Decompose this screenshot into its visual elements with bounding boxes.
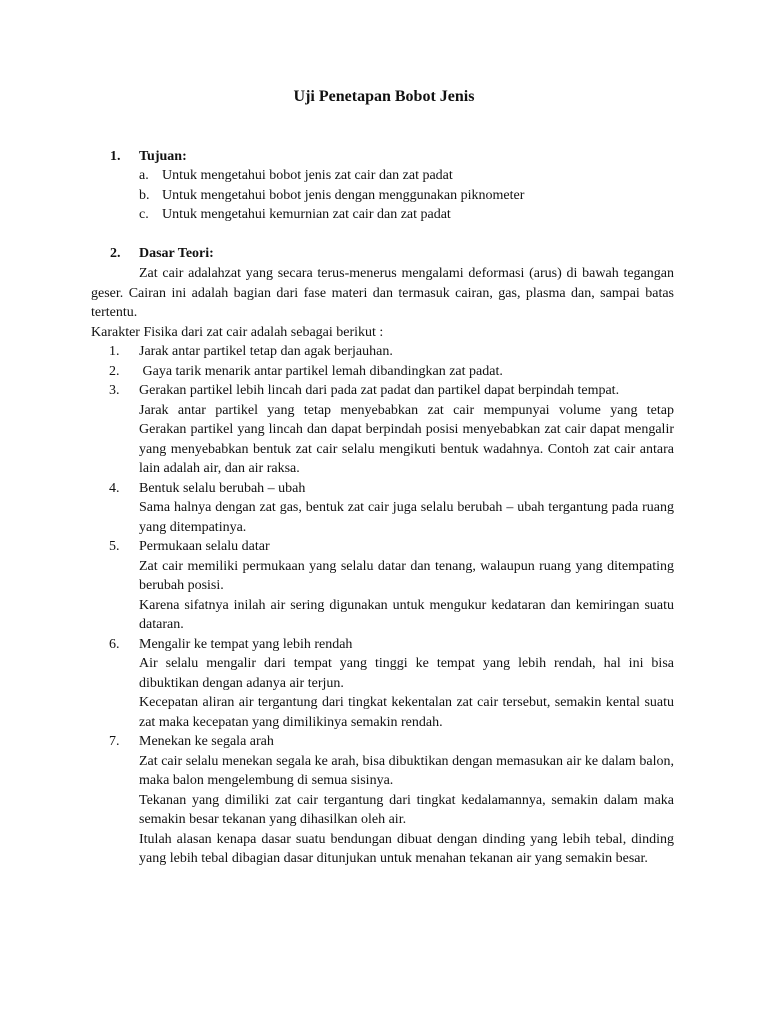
list-item-text: Jarak antar partikel tetap dan agak berjauhan. [139, 344, 393, 359]
list-item [91, 342, 674, 362]
properties-list [91, 342, 674, 869]
list-item [91, 635, 674, 733]
list-item [91, 732, 674, 869]
list-item-heading: Bentuk selalu berubah – ubah [139, 480, 306, 496]
list-item-text: Karena sifatnya inilah air sering digunakan untuk mengukur kedataran dan kemiringan suatu dataran. [139, 597, 674, 632]
section-title: Tujuan: [139, 149, 187, 164]
section-dasar-teori-heading [0, 244, 768, 263]
list-marker: 2. [109, 363, 120, 379]
list-item [91, 362, 674, 382]
list-marker: 5. [109, 539, 120, 554]
list-item-text: Zat cair selalu menekan segala ke arah, bisa dibuktikan dengan memasukan air ke dalam balon, maka balon mengelembung di semua sisinya. [139, 753, 674, 788]
list-marker: c. [139, 207, 149, 222]
list-marker: 4. [109, 480, 120, 496]
list-item-text: Itulah alasan kenapa dasar suatu bendungan dibuat dengan dinding yang lebih tebal, dinding yang lebih tebal dibagian dasar ditunjukan untuk menahan tekanan air yang semakin besar. [139, 831, 674, 866]
list-marker: a. [139, 168, 149, 183]
list-item-heading: Mengalir ke tempat yang lebih rendah [139, 636, 353, 652]
list-item-text: Sama halnya dengan zat gas, bentuk zat cair juga selalu berubah – ubah tergantung pada ruang yang ditempatinya. [139, 500, 674, 535]
list-item-text: Kecepatan aliran air tergantung dari tingkat kekentalan zat cair tersebut, semakin kental suatu zat maka kecepatan yang dimilikinya semakin rendah. [139, 695, 674, 730]
list-item-text: Untuk mengetahui bobot jenis dengan menggunakan piknometer [162, 187, 525, 203]
list-item-heading: Permukaan selalu datar [139, 539, 270, 554]
list-item [91, 381, 674, 479]
intro-paragraph: Zat cair adalahzat yang secara terus-menerus mengalami deformasi (arus) di bawah tegangan geser. Cairan ini adalah bagian dari fase materi dan termasuk cairan, gas, plasma dan, sampai batas tertentu. [91, 266, 674, 320]
list-marker: 7. [109, 734, 120, 749]
list-marker: 3. [109, 383, 120, 398]
lead-sentence: Karakter Fisika dari zat cair adalah sebagai berikut : [91, 324, 384, 340]
list-item [139, 205, 699, 225]
list-item-heading: Menekan ke segala arah [139, 734, 274, 749]
list-marker: 1. [109, 344, 120, 359]
list-item-text: Tekanan yang dimiliki zat cair tergantung dari tingkat kedalamannya, semakin dalam maka semakin besar tekanan yang dihasilkan oleh air. [139, 792, 674, 827]
list-item [91, 537, 674, 635]
list-marker: b. [139, 187, 150, 203]
list-item-text: Untuk mengetahui kemurnian zat cair dan zat padat [162, 207, 451, 222]
dasar-teori-body [91, 264, 674, 869]
section-number: 1. [110, 149, 121, 164]
list-item-text: Air selalu mengalir dari tempat yang tinggi ke tempat yang lebih rendah, hal ini bisa dibuktikan dengan adanya air terjun. [139, 656, 674, 691]
section-title: Dasar Teori: [139, 246, 214, 261]
tujuan-list [139, 166, 699, 225]
list-item-text: Untuk mengetahui bobot jenis zat cair dan zat padat [162, 168, 453, 183]
list-item-text: Jarak antar partikel yang tetap menyebabkan zat cair mempunyai volume yang tetap [139, 402, 674, 418]
section-tujuan-heading [0, 147, 768, 166]
list-item [139, 186, 699, 206]
list-item [91, 479, 674, 538]
section-number: 2. [110, 246, 121, 261]
list-item-text: Gaya tarik menarik antar partikel lemah dibandingkan zat padat. [139, 363, 503, 379]
list-item [139, 166, 699, 186]
document-title: Uji Penetapan Bobot Jenis [293, 88, 475, 105]
list-item-text: Gerakan partikel lebih lincah dari pada zat padat dan partikel dapat berpindah tempat. [139, 383, 620, 398]
list-item-text: Gerakan partikel yang lincah dan dapat berpindah posisi menyebabkan zat cair dapat mengalir yang menyebabkan bentuk zat cair selalu mengikuti bentuk wadahnya. Contoh zat cair antara lain adalah air, dan air raksa. [139, 422, 674, 476]
list-marker: 6. [109, 636, 120, 652]
list-item-text: Zat cair memiliki permukaan yang selalu datar dan tenang, walaupun ruang yang ditempating berubah posisi. [139, 558, 674, 593]
